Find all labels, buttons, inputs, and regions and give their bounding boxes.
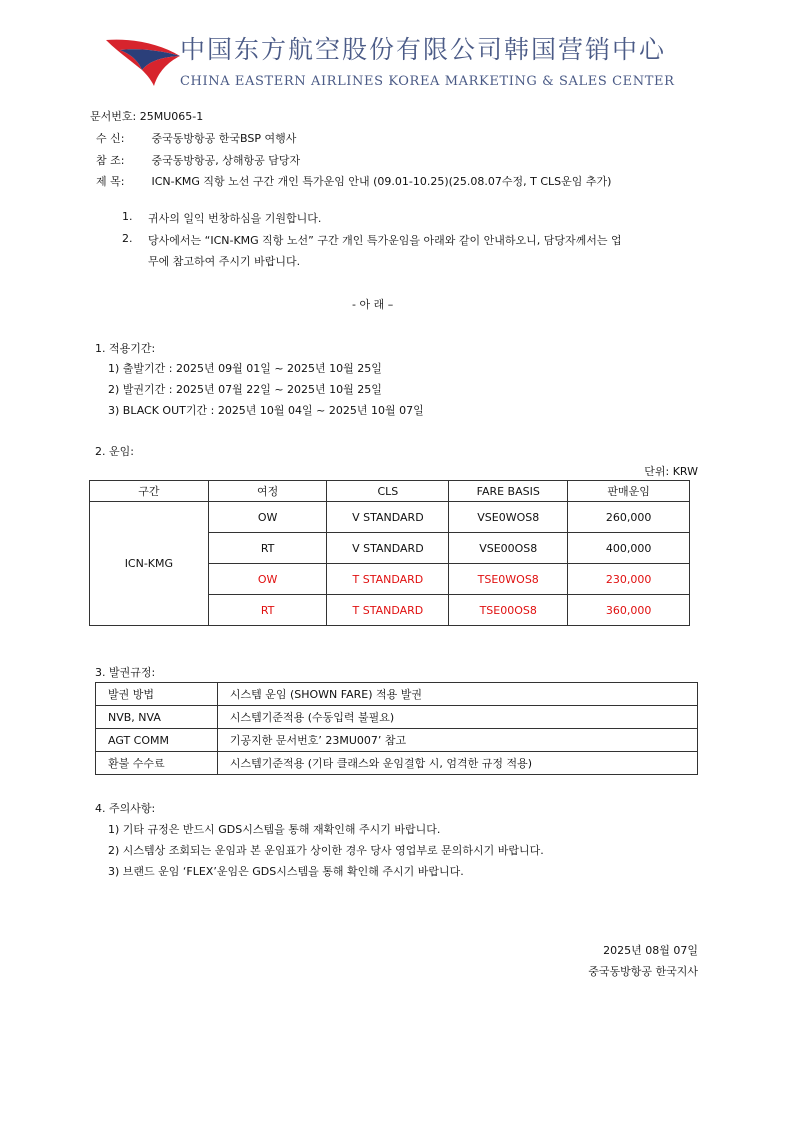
header-class: CLS — [327, 481, 449, 502]
currency-unit: 단위: KRW — [644, 465, 698, 478]
table-row — [96, 706, 698, 729]
rule-label: AGT COMM — [96, 729, 218, 752]
rule-value: 시스템기준적용 (기타 클래스와 운임결합 시, 엄격한 규정 적용) — [217, 752, 697, 775]
recipient-row — [90, 130, 296, 146]
class-cell: V STANDARD — [327, 502, 449, 533]
rule-label: 환불 수수료 — [96, 752, 218, 775]
table-row — [90, 502, 690, 533]
table-row — [96, 729, 698, 752]
table-row — [96, 752, 698, 775]
reference-row — [90, 152, 300, 168]
intro-item-2-line-2: 무에 참고하여 주시기 바랍니다. — [148, 255, 301, 268]
reference-value: 중국동방항공, 상해항공 담당자 — [151, 154, 301, 167]
subject-row — [90, 173, 611, 189]
rule-value: 시스템 운임 (SHOWN FARE) 적용 발권 — [217, 683, 697, 706]
trip-cell: OW — [208, 564, 327, 595]
header-title-chinese: 中国东方航空股份有限公司韩国营销中心 — [180, 35, 667, 64]
fare-basis-cell: VSE00OS8 — [449, 533, 568, 564]
rule-label: 발권 방법 — [96, 683, 218, 706]
notes-heading: 4. 주의사항: — [95, 802, 156, 815]
reference-label: 참 조: — [96, 154, 125, 167]
intro-item-1-number: 1. — [122, 210, 133, 223]
class-cell: V STANDARD — [327, 533, 449, 564]
header-fare-basis: FARE BASIS — [449, 481, 568, 502]
recipient-label: 수 신: — [96, 132, 125, 145]
rule-value: 시스템기준적용 (수동입력 불필요) — [217, 706, 697, 729]
class-cell: T STANDARD — [327, 564, 449, 595]
trip-cell: RT — [208, 595, 327, 626]
price-cell: 400,000 — [568, 533, 690, 564]
list-item: 1) 기타 규정은 반드시 GDS시스템을 통해 재확인해 주시기 바랍니다. — [108, 823, 441, 836]
trip-cell: RT — [208, 533, 327, 564]
fare-basis-cell: TSE00OS8 — [449, 595, 568, 626]
blackout-period: 3) BLACK OUT기간 : 2025년 10월 04일 ~ 2025년 10월 07일 — [108, 404, 424, 417]
intro-item-1: 귀사의 일익 번창하심을 기원합니다. — [148, 212, 322, 225]
recipient-value: 중국동방항공 한국BSP 여행사 — [151, 132, 297, 145]
table-row — [96, 683, 698, 706]
subject-value: ICN-KMG 직항 노선 구간 개인 특가운임 안내 (09.01-10.25)(25.08.07수정, T CLS운임 추가) — [151, 175, 612, 188]
header-route: 구간 — [90, 481, 209, 502]
header-title-english: CHINA EASTERN AIRLINES KOREA MARKETING & SALES CENTER — [180, 74, 675, 89]
ticketing-period: 2) 발권기간 : 2025년 07월 22일 ~ 2025년 10월 25일 — [108, 383, 382, 396]
subject-label: 제 목: — [96, 175, 125, 188]
issue-date: 2025년 08월 07일 — [603, 944, 698, 957]
price-cell: 360,000 — [568, 595, 690, 626]
fare-basis-cell: TSE0WOS8 — [449, 564, 568, 595]
sender-name: 중국동방항공 한국지사 — [588, 965, 698, 978]
china-eastern-logo — [104, 30, 184, 90]
price-cell: 230,000 — [568, 564, 690, 595]
list-item: 3) 브랜드 운임 ‘FLEX’운임은 GDS시스템을 통해 확인해 주시기 바랍니다. — [108, 865, 464, 878]
period-heading: 1. 적용기간: — [95, 342, 156, 355]
rules-heading: 3. 발권규정: — [95, 666, 156, 679]
list-item: 2) 시스템상 조회되는 운임과 본 운임표가 상이한 경우 당사 영업부로 문의하시기 바랍니다. — [108, 844, 544, 857]
fare-table-header — [90, 481, 690, 502]
fare-table — [89, 480, 690, 626]
header-price: 판매운임 — [568, 481, 690, 502]
route-cell: ICN-KMG — [90, 502, 209, 626]
price-cell: 260,000 — [568, 502, 690, 533]
departure-period: 1) 출발기간 : 2025년 09월 01일 ~ 2025년 10월 25일 — [108, 362, 382, 375]
fare-basis-cell: VSE0WOS8 — [449, 502, 568, 533]
header-trip: 여정 — [208, 481, 327, 502]
rules-table — [95, 682, 698, 775]
rule-label: NVB, NVA — [96, 706, 218, 729]
fare-heading: 2. 운임: — [95, 445, 134, 458]
intro-item-2-line-1: 당사에서는 “ICN-KMG 직항 노선” 구간 개인 특가운임을 아래와 같이 안내하오니, 담당자께서는 업 — [148, 234, 622, 247]
rule-value: 기공지한 문서번호’ 23MU007’ 참고 — [217, 729, 697, 752]
class-cell: T STANDARD — [327, 595, 449, 626]
section-divider: - 아 래 – — [352, 298, 394, 311]
intro-item-2-number: 2. — [122, 232, 133, 245]
trip-cell: OW — [208, 502, 327, 533]
document-number: 문서번호: 25MU065-1 — [90, 110, 204, 123]
